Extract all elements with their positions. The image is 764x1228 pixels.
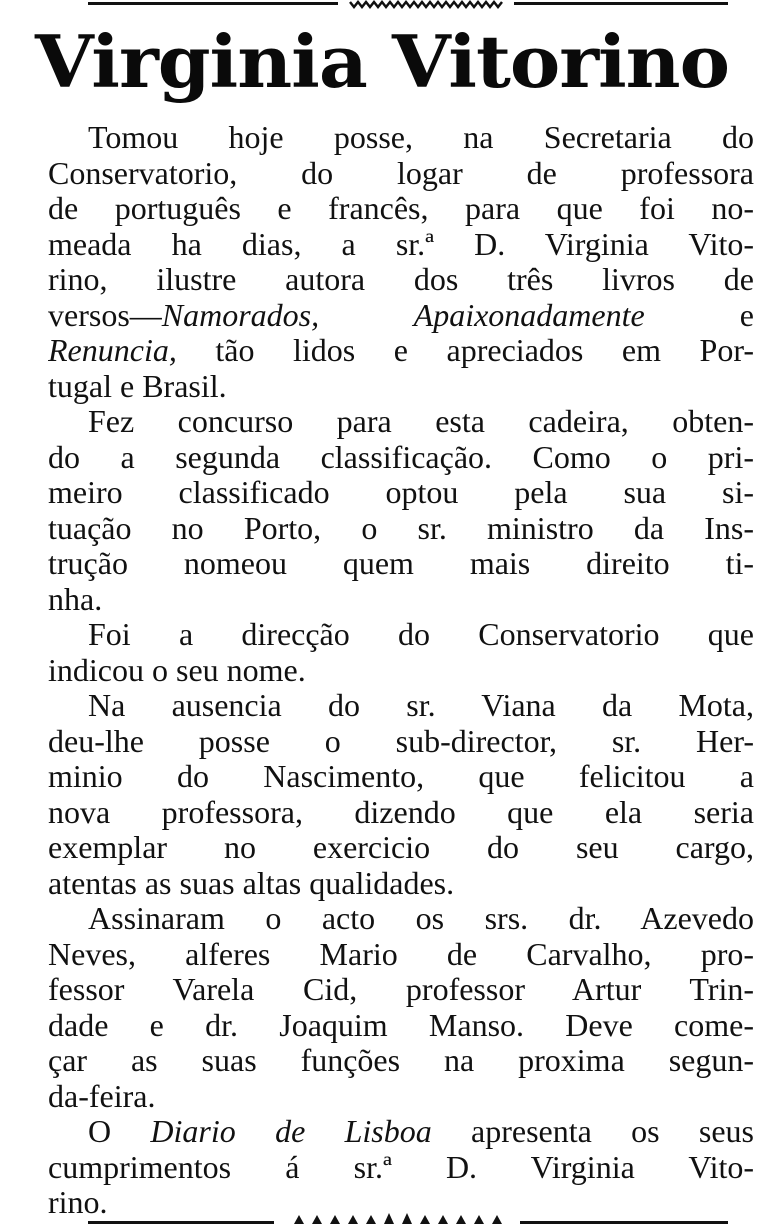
text-segment: çar as suas funções na proxima segun- (48, 1043, 754, 1078)
italic-title: Renuncia, (48, 333, 177, 368)
text-line (48, 511, 754, 547)
text-segment: fessor Varela Cid, professor Artur Trin- (48, 972, 754, 1007)
text-line (48, 1008, 754, 1044)
text-line (48, 937, 754, 973)
text-segment: atentas as suas altas qualidades. (48, 865, 455, 901)
text-segment: Fez concurso para esta cadeira, obten- (88, 404, 754, 439)
text-segment: rino, ilustre autora dos três livros de (48, 262, 754, 297)
text-line (48, 333, 754, 369)
text-line (48, 688, 754, 724)
text-line (48, 404, 754, 440)
text-line (48, 724, 754, 760)
text-segment: rino. (48, 1185, 108, 1220)
text-line (48, 901, 754, 937)
text-line (48, 440, 754, 476)
top-ornamental-rule (88, 0, 728, 10)
text-segment: Assinaram o acto os srs. dr. Azevedo (88, 901, 754, 936)
text-line (48, 759, 754, 795)
text-line (48, 546, 754, 582)
text-segment: Na ausencia do sr. Viana da Mota, (88, 688, 754, 723)
text-segment: nova professora, dizendo que ela seria (48, 794, 754, 830)
text-segment: O (88, 1114, 151, 1149)
text-segment: cumprimentos á sr.ª D. Virginia Vito- (48, 1149, 754, 1185)
italic-title: Namorados, Apaixonadamente (161, 297, 645, 333)
text-segment: meiro classificado optou pela sua si- (48, 475, 754, 510)
text-segment: exemplar no exercicio do seu cargo, (48, 830, 754, 865)
text-line (48, 830, 754, 866)
text-line (48, 866, 754, 902)
text-line (48, 582, 754, 618)
text-line (48, 475, 754, 511)
text-line (48, 156, 754, 192)
text-line (48, 227, 754, 263)
text-segment: dade e dr. Joaquim Manso. Deve come- (48, 1007, 754, 1043)
text-segment: Foi a direcção do Conservatorio que (88, 617, 754, 652)
text-line (48, 972, 754, 1008)
text-segment: e (644, 297, 754, 333)
text-segment: apresenta os seus (431, 1114, 754, 1149)
text-line (48, 191, 754, 227)
text-segment: Neves, alferes Mario de Carvalho, pro- (48, 936, 754, 972)
text-segment: deu-lhe posse o sub-director, sr. Her- (48, 723, 754, 759)
bottom-ornamental-rule (88, 1212, 728, 1226)
text-segment: de português e francês, para que foi no- (48, 191, 754, 226)
italic-title: Diario de Lisboa (150, 1114, 432, 1149)
article-body (48, 120, 754, 1221)
text-line (48, 1079, 754, 1115)
text-segment: nha. (48, 581, 103, 617)
text-line (48, 795, 754, 831)
text-segment: do a segunda classificação. Como o pri- (48, 439, 754, 475)
text-segment: minio do Nascimento, que felicitou a (48, 759, 754, 794)
text-segment: tuação no Porto, o sr. ministro da Ins- (48, 510, 754, 546)
text-segment: Conservatorio, do logar de professora (48, 155, 754, 191)
text-line (48, 120, 754, 156)
text-segment: meada ha dias, a sr.ª D. Virginia Vito- (48, 226, 754, 262)
text-segment: indicou o seu nome. (48, 652, 306, 688)
text-segment: tugal e Brasil. (48, 368, 227, 404)
text-segment: da-feira. (48, 1078, 156, 1114)
text-line (48, 1114, 754, 1150)
text-line (48, 1043, 754, 1079)
text-line (48, 369, 754, 405)
text-line (48, 298, 754, 334)
text-line (48, 653, 754, 689)
text-segment: trução nomeou quem mais direito ti- (48, 546, 754, 581)
text-segment: Tomou hoje posse, na Secretaria do (88, 120, 754, 155)
text-line (48, 262, 754, 298)
text-line (48, 1150, 754, 1186)
text-segment: tão lidos e apreciados em Por- (176, 333, 754, 368)
headline: Virginia Vitorino (35, 19, 729, 104)
text-segment: versos— (48, 297, 162, 333)
text-line (48, 617, 754, 653)
